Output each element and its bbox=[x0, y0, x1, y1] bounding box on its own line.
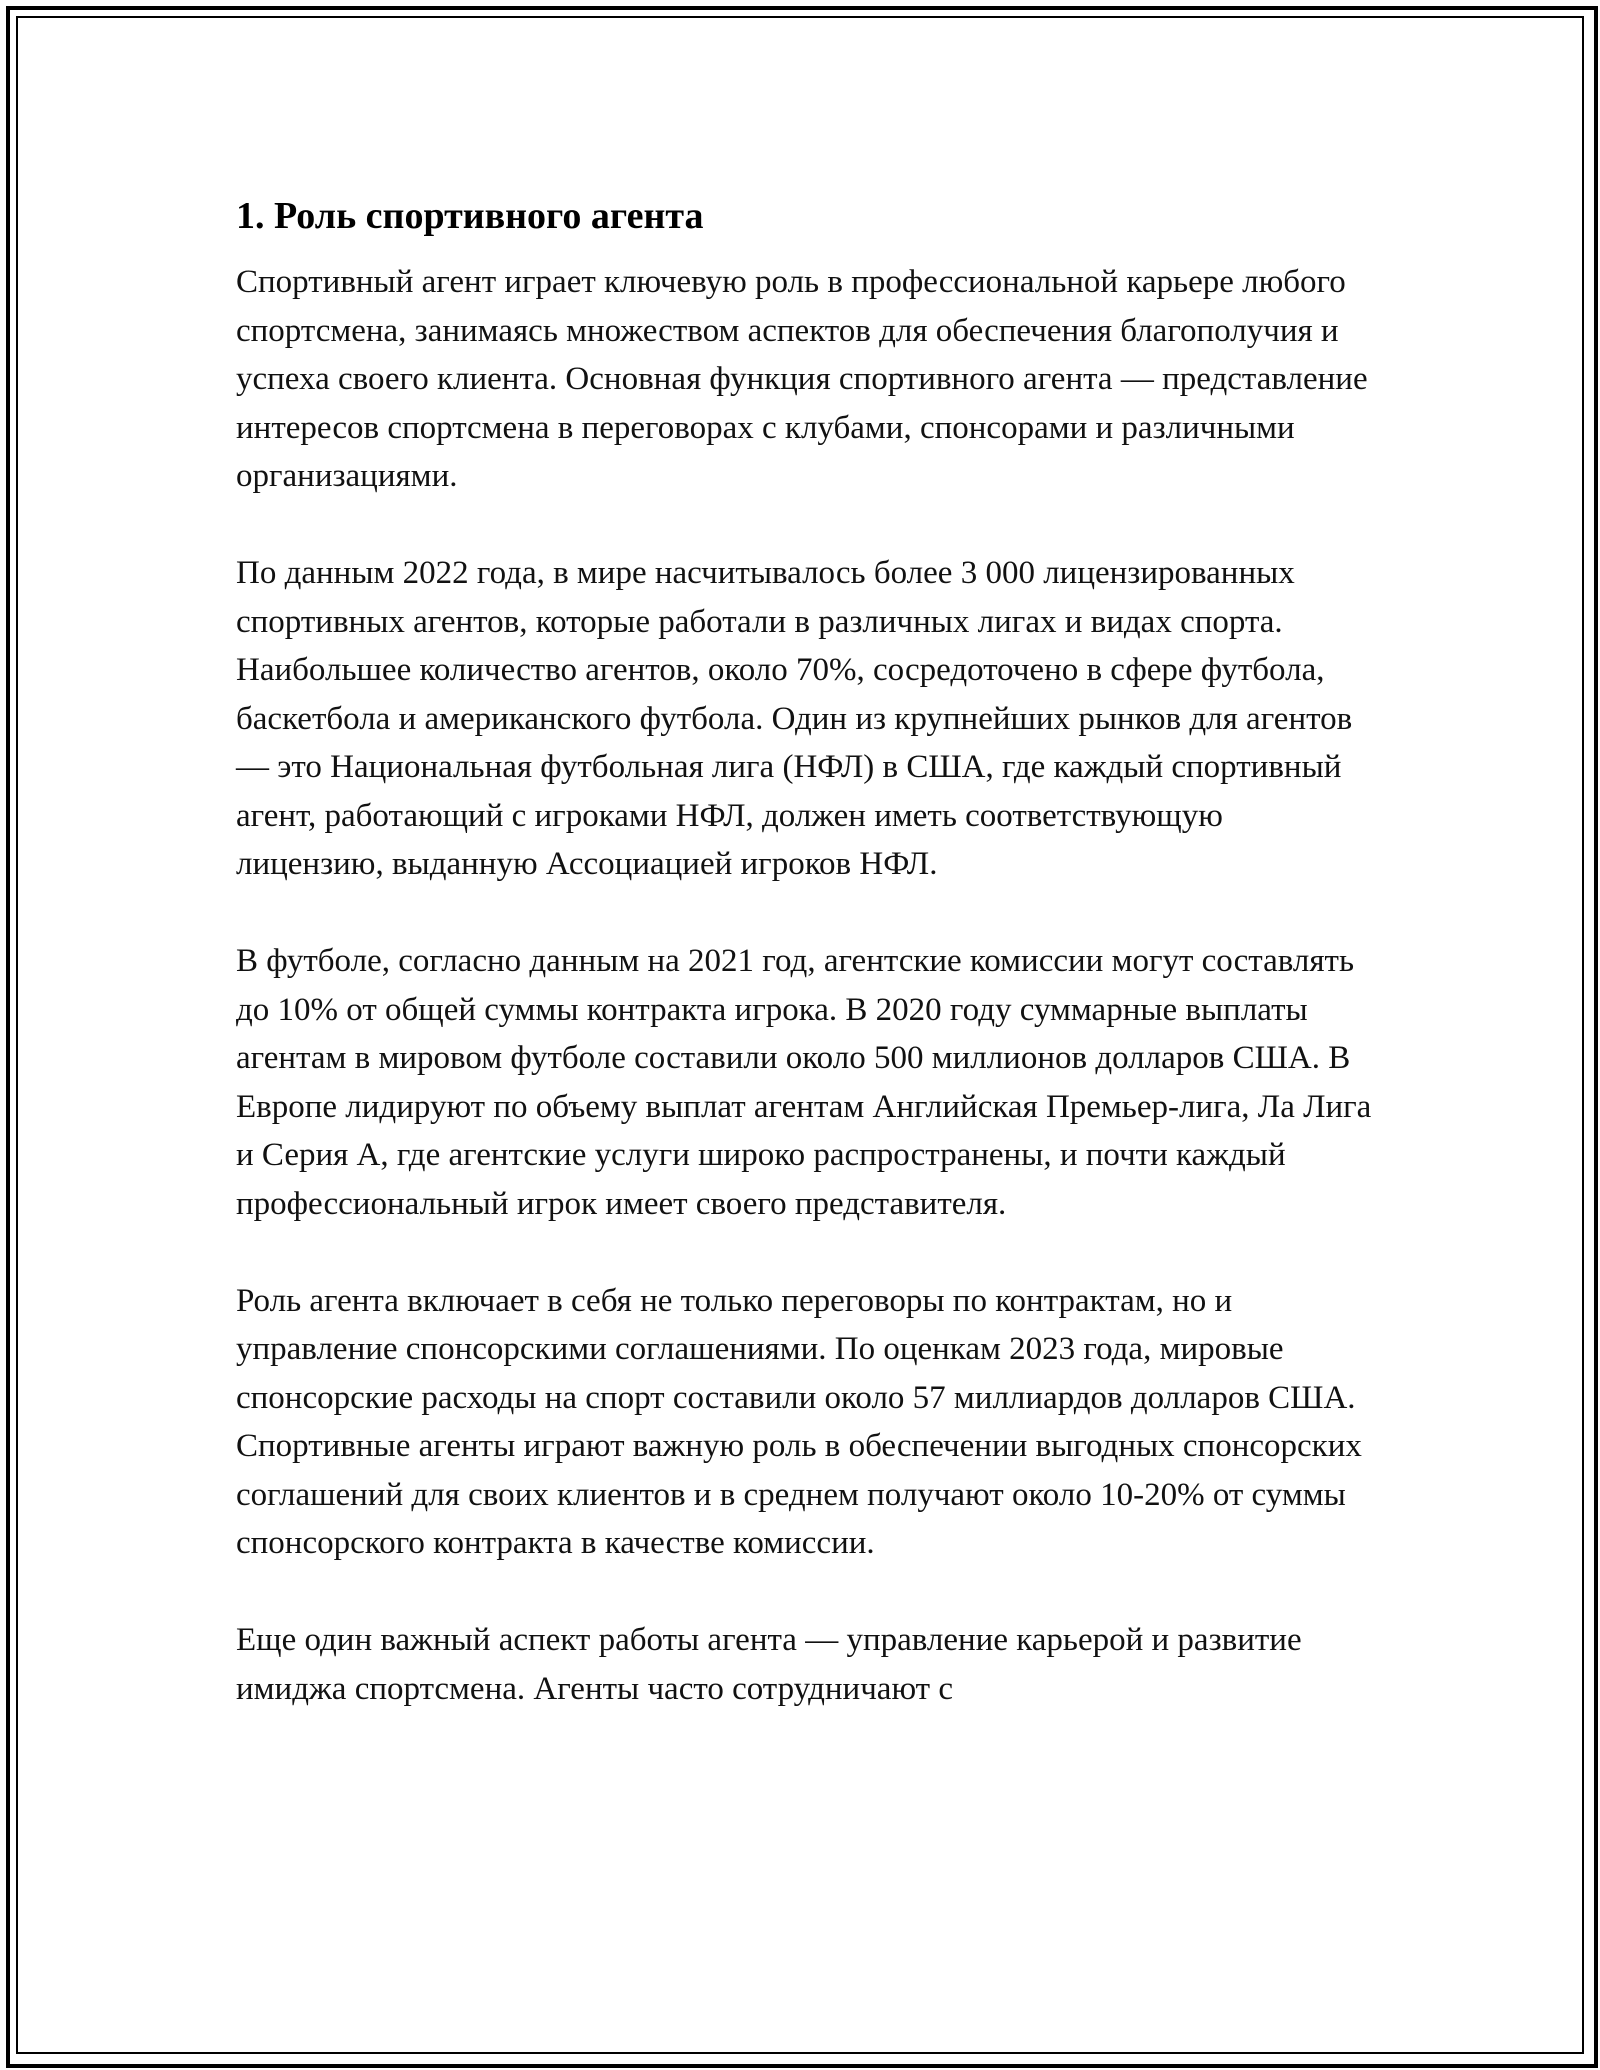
paragraph-football-commissions: В футболе, согласно данным на 2021 год, агентские комиссии могут составлять до 10% от общей суммы контракта игрока. В 2020 году суммарные выплаты агентам в мировом футболе составили около 500 миллионов долларов США. В Европе лидируют по объему выплат агентам Английская Премьер-лига, Ла Лига и Серия А, где агентские услуги широко распространены, и почти каждый профессиональный игрок имеет своего представителя. bbox=[236, 943, 1372, 1222]
paragraph-sponsorship: Роль агента включает в себя не только переговоры по контрактам, но и управление спонсорскими соглашениями. По оценкам 2023 года, мировые спонсорские расходы на спорт составили около 57 миллиардов долларов США. Спортивные агенты играют важную роль в обеспечении выгодных спонсорских соглашений для своих клиентов и в среднем получают около 10-20% от суммы спонсорского контракта в качестве комиссии. bbox=[236, 1282, 1362, 1561]
paragraph-agent-statistics: По данным 2022 года, в мире насчитывалось более 3 000 лицензированных спортивных агентов, которые работали в различных лигах и видах спорта. Наибольшее количество агентов, около 70%, сосредоточено в сфере футбола, баскетбола и американского футбола. Один из крупнейших рынков для агентов — это Национальная футбольная лига (НФЛ) в США, где каждый спортивный агент, работающий с игроками НФЛ, должен иметь соответствующую лицензию, выданную Ассоциацией игроков НФЛ. bbox=[236, 555, 1353, 882]
paragraph-intro: Спортивный агент играет ключевую роль в профессиональной карьере любого спортсмена, занимаясь множеством аспектов для обеспечения благополучия и успеха своего клиента. Основная функция спортивного агента — представление интересов спортсмена в переговорах с клубами, спонсорами и различными организациями. bbox=[236, 264, 1368, 494]
paragraph-career-management: Еще один важный аспект работы агента — управление карьерой и развитие имиджа спортсмена. Агенты часто сотрудничают с bbox=[236, 1622, 1302, 1707]
section-heading: 1. Роль спортивного агента bbox=[236, 195, 704, 237]
document-body bbox=[236, 186, 1376, 1762]
